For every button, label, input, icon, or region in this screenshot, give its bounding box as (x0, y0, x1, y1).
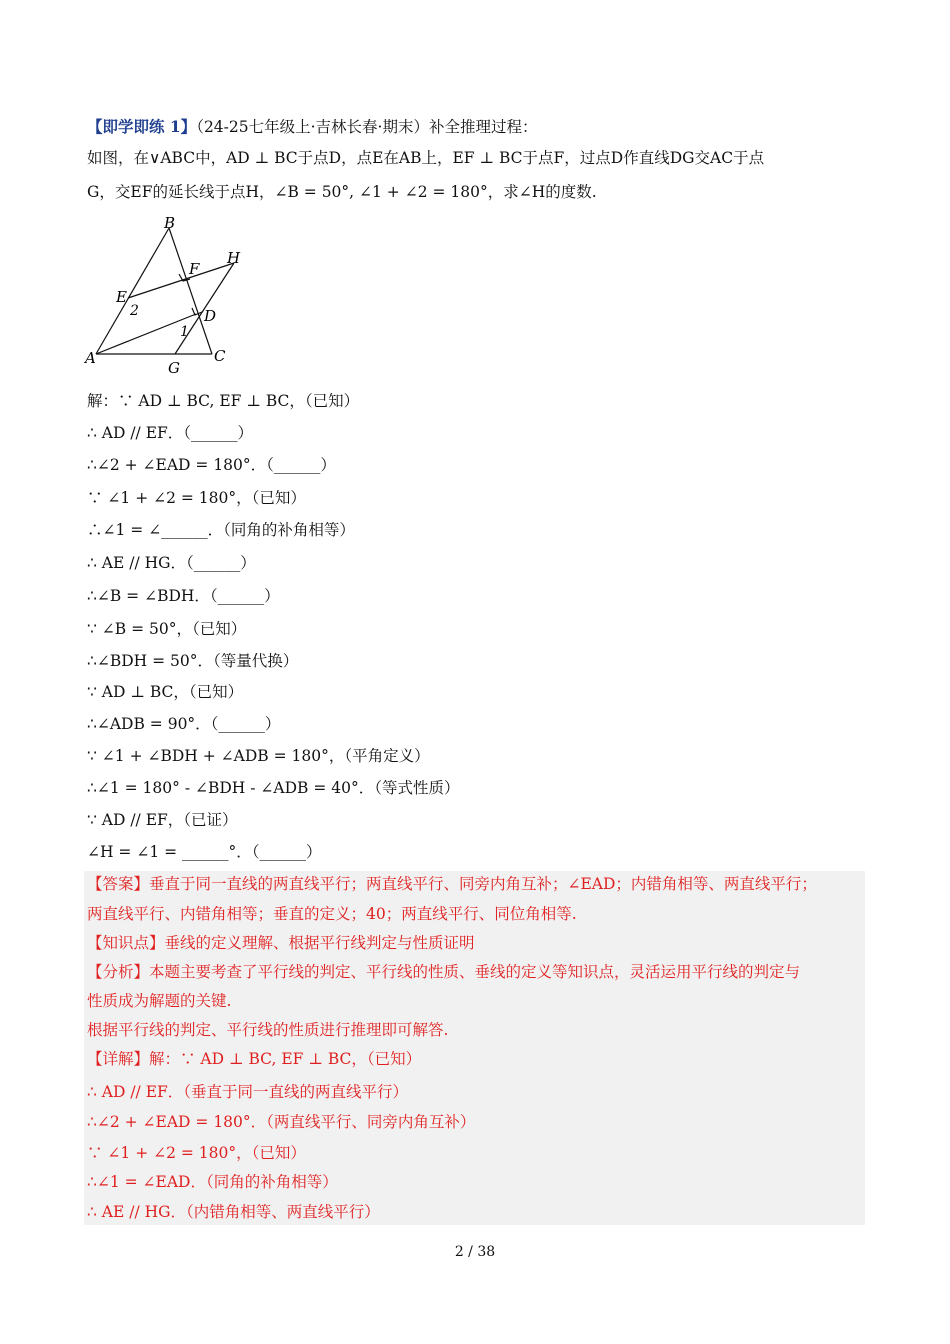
label-b: B (164, 214, 176, 232)
solution-line: ∴∠1 = 180° - ∠BDH - ∠ADB = 40°．（等式性质） (87, 779, 460, 797)
solution-line: ∴∠2 + ∠EAD = 180°．（______） (87, 456, 336, 474)
analysis-line-3: 根据平行线的判定、平行线的性质进行推理即可解答. (87, 1021, 449, 1039)
analysis-line-1: 【分析】本题主要考查了平行线的判定、平行线的性质、垂线的定义等知识点，灵活运用平行线的判定与 (87, 963, 801, 981)
solution-line: ∴∠BDH = 50°．（等量代换） (87, 652, 299, 670)
segment-ab (96, 228, 169, 354)
label-e: E (116, 288, 127, 306)
solution-line: ∵ AD // EF，（已证） (87, 811, 238, 829)
problem-source: （24-25七年级上·吉林长春·期末）补全推理过程： (196, 118, 538, 136)
detail-line: 【详解】解：∵ AD ⊥ BC, EF ⊥ BC，（已知） (87, 1050, 422, 1068)
detail-line: ∴∠2 + ∠EAD = 180°．（两直线平行、同旁内角互补） (87, 1113, 476, 1131)
label-c: C (214, 347, 226, 365)
solution-line: ∴ AE // HG．（______） (87, 554, 256, 572)
label-f: F (189, 260, 200, 278)
solution-line: ∴∠1 = ∠______．（同角的补角相等） (87, 521, 355, 539)
solution-line: 解：∵ AD ⊥ BC, EF ⊥ BC，（已知） (87, 392, 360, 410)
solution-line: ∴ AD // EF．（______） (87, 424, 254, 442)
solution-line: ∵ ∠B = 50°，（已知） (87, 620, 247, 638)
problem-text-line-1: 如图，在∨ABC中，AD ⊥ BC于点D，点E在AB上，EF ⊥ BC于点F，过点D作直线DG交AC于点 (87, 149, 765, 167)
label-angle-1: 1 (180, 324, 189, 340)
detail-line: ∵ ∠1 + ∠2 = 180°，（已知） (87, 1144, 306, 1162)
geometry-figure (80, 208, 260, 378)
knowledge-point: 【知识点】垂线的定义理解、根据平行线判定与性质证明 (87, 934, 475, 952)
label-angle-2: 2 (130, 303, 139, 319)
problem-tag: 【即学即练 1】 (87, 117, 197, 136)
detail-line: ∴ AD // EF．（垂直于同一直线的两直线平行） (87, 1083, 409, 1101)
problem-text-line-2: G，交EF的延长线于点H，∠B = 50°, ∠1 + ∠2 = 180°，求∠H的度数. (87, 183, 597, 201)
page-number: 2 / 38 (454, 1244, 496, 1260)
label-a: A (85, 349, 96, 367)
label-h: H (227, 249, 241, 267)
label-d: D (204, 307, 217, 325)
label-g: G (168, 359, 180, 377)
solution-line: ∵ AD ⊥ BC，（已知） (87, 683, 244, 701)
solution-line: ∴∠B = ∠BDH．（______） (87, 587, 280, 605)
detail-line: ∴ AE // HG．（内错角相等、两直线平行） (87, 1203, 380, 1221)
segment-bc (169, 228, 212, 354)
detail-line: ∴∠1 = ∠EAD．（同角的补角相等） (87, 1173, 338, 1191)
solution-line: ∠H = ∠1 = ______°．（______） (87, 843, 322, 861)
analysis-line-2: 性质成为解题的关键. (87, 992, 232, 1010)
segment-eh (128, 263, 234, 298)
solution-line: ∵ ∠1 + ∠2 = 180°，（已知） (87, 489, 306, 507)
answer-line-1: 【答案】垂直于同一直线的两直线平行；两直线平行、同旁内角互补；∠EAD；内错角相等、两直线平行； (87, 875, 817, 893)
solution-line: ∴∠ADB = 90°．（______） (87, 715, 281, 733)
answer-line-2: 两直线平行、内错角相等；垂直的定义；40；两直线平行、同位角相等. (87, 905, 577, 923)
solution-line: ∵ ∠1 + ∠BDH + ∠ADB = 180°，（平角定义） (87, 747, 430, 765)
problem-heading (87, 116, 537, 138)
